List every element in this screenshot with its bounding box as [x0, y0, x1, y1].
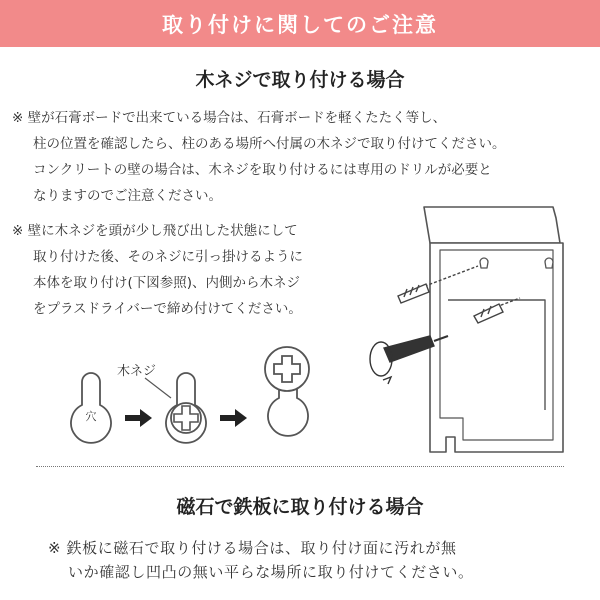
note-line: 取り付けた後、そのネジに引っ掛けるように: [33, 249, 303, 265]
note-line: ※ 壁が石膏ボードで出来ている場合は、石膏ボードを軽くたたく等し、: [12, 110, 447, 126]
note-line: ※ 壁に木ネジを頭が少し飛び出した状態にして: [12, 223, 298, 239]
section-title-wood-screw: 木ネジで取り付ける場合: [195, 69, 405, 91]
note-line: なりますのでご注意ください。: [33, 188, 222, 204]
note-line: コンクリートの壁の場合は、木ネジを取り付けるには専用のドリルが必要と: [33, 162, 492, 178]
section-divider: [36, 466, 564, 467]
note-line: をプラスドライバーで締め付けてください。: [33, 301, 302, 317]
arrow-icon: [220, 409, 247, 427]
note-line: ※ 鉄板に磁石で取り付ける場合は、取り付け面に汚れが無: [48, 539, 457, 557]
box-mounting-illustration: [424, 207, 563, 452]
arrow-icon: [125, 409, 152, 427]
wood-screw-label: 木ネジ: [117, 364, 157, 379]
note-magnet: [48, 536, 474, 584]
header-title: 取り付けに関してのご注意: [162, 12, 438, 37]
note-line: 柱の位置を確認したら、柱のある場所へ付属の木ネジで取り付けてください。: [33, 136, 506, 152]
hole-label: 穴: [85, 410, 97, 423]
note-line: いか確認し凹凸の無い平らな場所に取り付けてください。: [68, 563, 474, 581]
keyhole-hole-diagram: [71, 373, 111, 443]
section-title-magnet: 磁石で鉄板に取り付ける場合: [176, 496, 424, 518]
note-line: 本体を取り付け(下図参照)、内側から木ネジ: [33, 275, 301, 291]
